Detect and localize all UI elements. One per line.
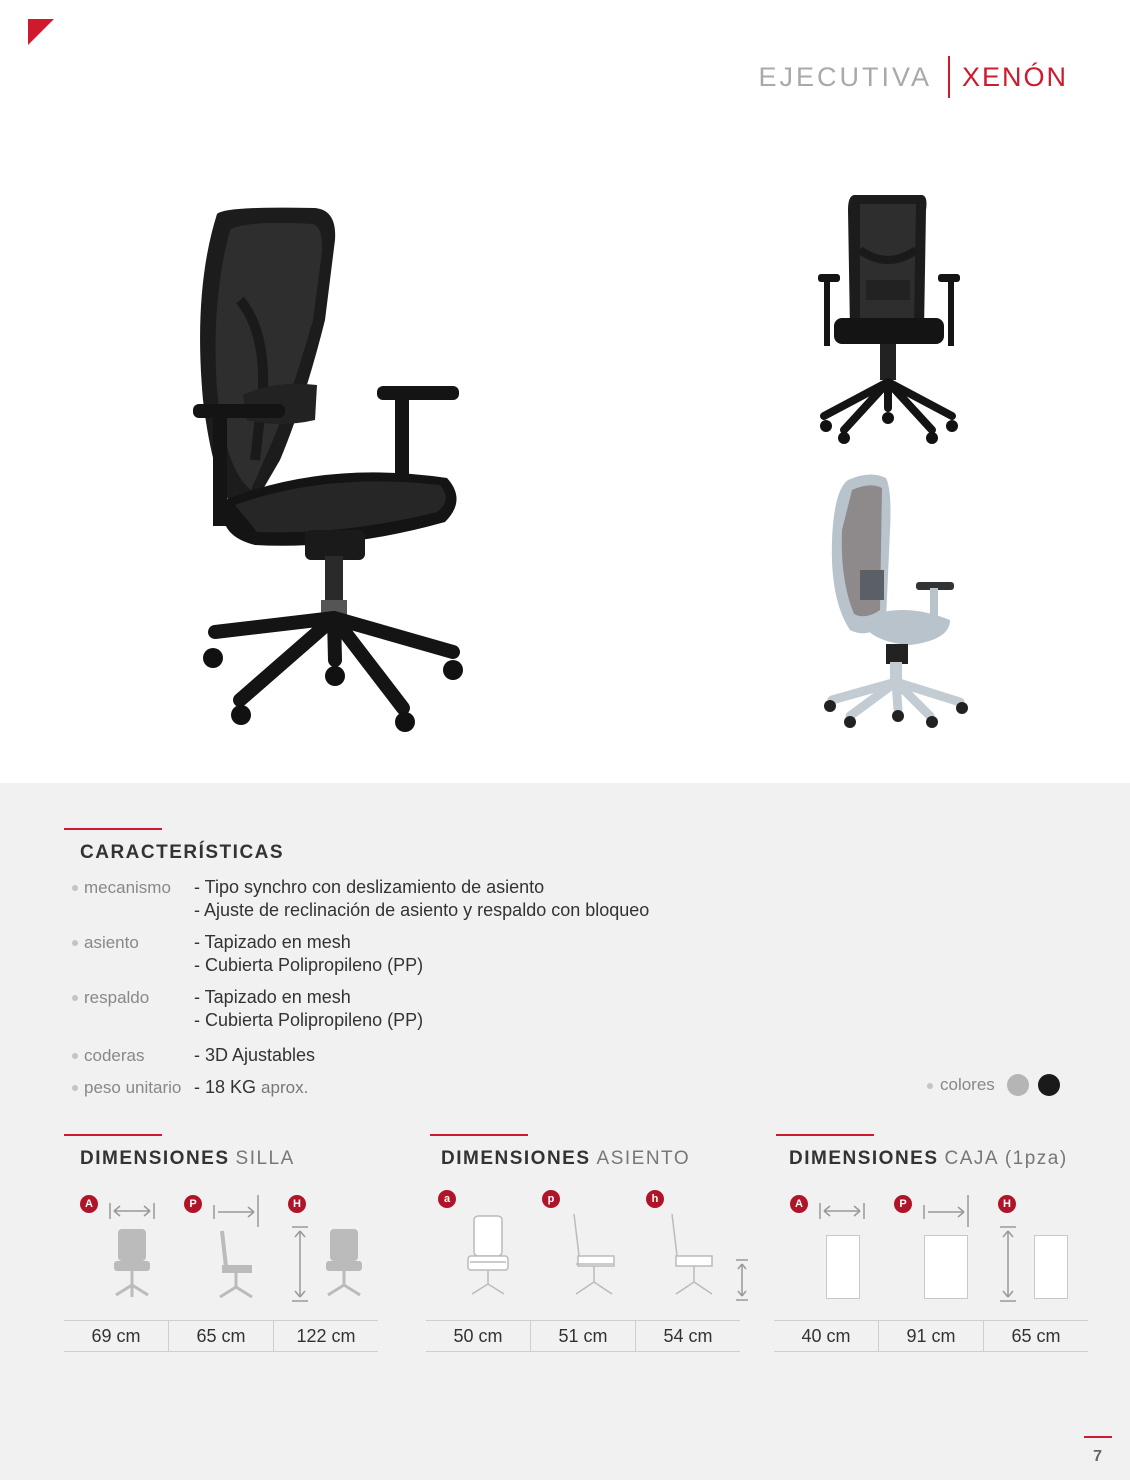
feature-label: peso unitario: [72, 1076, 194, 1099]
color-swatch-gray[interactable]: [1007, 1074, 1029, 1096]
dim-silla-values: [64, 1320, 378, 1352]
badge-H: H: [288, 1195, 306, 1213]
badge-P: P: [184, 1195, 202, 1213]
badge-p: p: [542, 1190, 560, 1208]
feature-value: - 18 KG aprox.: [194, 1077, 309, 1097]
colors-label: colores: [927, 1075, 995, 1095]
dim-value: 51 cm: [531, 1321, 636, 1351]
dim-value: 65 cm: [1011, 1326, 1061, 1346]
page-number-accent-line: [1084, 1436, 1112, 1438]
color-swatch-black[interactable]: [1038, 1074, 1060, 1096]
features-accent-line: [64, 828, 162, 830]
chair-front-outline-icon: [110, 1225, 154, 1301]
colors-row: [927, 1074, 1069, 1096]
badge-P: P: [894, 1195, 912, 1213]
height-arrow-icon: [290, 1225, 310, 1305]
dim-asiento-values: [426, 1320, 740, 1352]
seat-height-outline-icon: [666, 1212, 750, 1304]
chair-side-outline-icon: [214, 1227, 258, 1303]
box-outline-icon: [1034, 1235, 1068, 1299]
feature-value: - Tipo synchro con deslizamiento de asiento - Ajuste de reclinación de asiento y respaldo con bloqueo: [194, 877, 650, 920]
feature-label: mecanismo: [72, 876, 194, 922]
dim-value: 50 cm: [426, 1321, 531, 1351]
dim-value: 122 cm: [296, 1326, 356, 1346]
badge-A: A: [80, 1195, 98, 1213]
height-arrow-icon: [998, 1225, 1018, 1305]
feature-label: coderas: [72, 1044, 194, 1067]
header-divider: [948, 56, 950, 98]
seat-depth-outline-icon: [564, 1212, 624, 1302]
feature-label: respaldo: [72, 986, 194, 1032]
feature-row-peso: [72, 1076, 308, 1099]
category-title: EJECUTIVA: [758, 61, 932, 92]
feature-label: asiento: [72, 931, 194, 977]
badge-A: A: [790, 1195, 808, 1213]
dim-caja-values: [774, 1320, 1088, 1352]
chair-front-image: [814, 190, 964, 450]
dim-value: 65 cm: [169, 1321, 274, 1351]
corner-mark-icon: [28, 19, 54, 45]
feature-row-respaldo: [72, 986, 423, 1032]
feature-value: - 3D Ajustables: [194, 1045, 316, 1065]
badge-h: h: [646, 1190, 664, 1208]
dim-asiento-accent-line: [430, 1134, 528, 1136]
dim-value: 40 cm: [774, 1321, 879, 1351]
box-outline-icon: [924, 1235, 968, 1299]
product-title: XENÓN: [961, 61, 1068, 92]
dim-caja-title: DIMENSIONES CAJA (1pza): [789, 1148, 1068, 1169]
depth-arrow-icon: [212, 1195, 262, 1227]
page-number: 7: [1093, 1448, 1102, 1465]
chair-front-outline-icon: [322, 1225, 366, 1301]
dim-silla-accent-line: [64, 1134, 162, 1136]
feature-value: - Tapizado en mesh - Cubierta Polipropileno (PP): [194, 987, 424, 1030]
dim-silla-title: DIMENSIONES SILLA: [80, 1148, 295, 1169]
feature-row-asiento: [72, 931, 423, 977]
page-header: [758, 56, 1068, 98]
feature-row-coderas: [72, 1044, 315, 1067]
features-title: CARACTERÍSTICAS: [80, 842, 285, 863]
dim-caja-accent-line: [776, 1134, 874, 1136]
dim-asiento-title: DIMENSIONES ASIENTO: [441, 1148, 691, 1169]
width-arrow-icon: [108, 1201, 156, 1221]
badge-H: H: [998, 1195, 1016, 1213]
dim-value: 69 cm: [64, 1321, 169, 1351]
chair-back-image: [820, 470, 970, 730]
dim-value: 54 cm: [663, 1326, 713, 1346]
feature-value: - Tapizado en mesh - Cubierta Polipropileno (PP): [194, 932, 424, 975]
width-arrow-icon: [818, 1201, 866, 1221]
dim-value: 91 cm: [879, 1321, 984, 1351]
seat-width-outline-icon: [458, 1212, 518, 1302]
feature-row-mecanismo: [72, 876, 649, 922]
badge-a: a: [438, 1190, 456, 1208]
box-outline-icon: [826, 1235, 860, 1299]
depth-arrow-icon: [922, 1195, 972, 1227]
chair-main-image: [185, 200, 475, 740]
